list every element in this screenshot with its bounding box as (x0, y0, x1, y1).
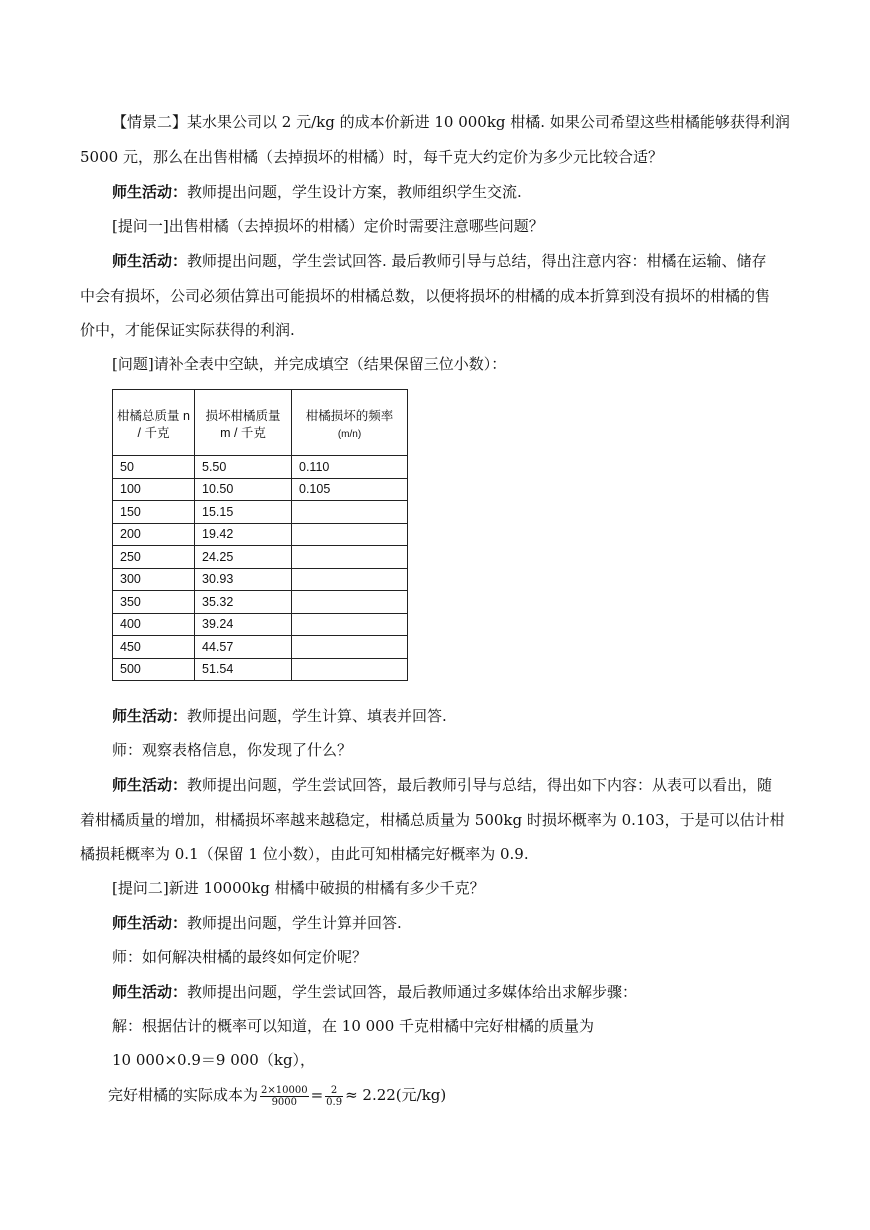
activity-2-line-1 (112, 251, 767, 271)
activity-4-line-3: 橘损耗概率为 0.1（保留 1 位小数），由此可知柑橘完好概率为 0.9. (80, 845, 529, 863)
table-cell: 450 (113, 636, 195, 659)
fraction-numerator: 2 (325, 1085, 343, 1097)
table-cell (292, 658, 408, 681)
table-cell (292, 523, 408, 546)
header-damage-frequency (292, 390, 408, 456)
activity-text: 教师提出问题，学生尝试回答，最后教师引导与总结，得出如下内容：从表可以看出，随 (187, 776, 773, 794)
table-cell: 200 (113, 523, 195, 546)
table-cell: 0.105 (292, 478, 408, 501)
table-cell: 30.93 (195, 568, 292, 591)
solution-line-3 (108, 1082, 446, 1108)
header-damaged-mass (195, 390, 292, 456)
activity-label: 师生活动： (112, 707, 188, 725)
data-table (112, 389, 408, 681)
table-cell: 35.32 (195, 591, 292, 614)
activity-2-line-3: 价中，才能保证实际获得的利润. (80, 321, 295, 339)
table-row (113, 636, 408, 659)
table-cell: 19.42 (195, 523, 292, 546)
table-cell: 51.54 (195, 658, 292, 681)
table-cell (292, 591, 408, 614)
table-row (113, 523, 408, 546)
table-cell (292, 546, 408, 569)
table-cell (292, 568, 408, 591)
activity-3 (112, 706, 447, 726)
table-cell: 250 (113, 546, 195, 569)
table-header-row (113, 390, 408, 456)
header-line: 损坏柑橘质量 (205, 409, 281, 423)
header-line: m / 千克 (220, 426, 266, 440)
fraction-denominator: 0.9 (326, 1096, 343, 1108)
solution-line-1: 解：根据估计的概率可以知道，在 10 000 千克柑橘中完好柑橘的质量为 (112, 1017, 595, 1035)
header-line: 柑橘总质量 n (117, 409, 190, 423)
table-cell: 350 (113, 591, 195, 614)
table-row (113, 478, 408, 501)
fraction-numerator: 2×10000 (261, 1084, 308, 1096)
fraction-simplified (325, 1085, 343, 1108)
table-cell: 10.50 (195, 478, 292, 501)
table-cell: 150 (113, 501, 195, 524)
equals-sign: = (310, 1086, 324, 1104)
scenario-line-1: 【情景二】某水果公司以 2 元/kg 的成本价新进 10 000kg 柑橘. 如果公司希望这些柑橘能够获得利润 (112, 113, 790, 131)
activity-label: 师生活动： (112, 183, 188, 201)
table-cell: 44.57 (195, 636, 292, 659)
table-cell (292, 501, 408, 524)
solution-result: ≈ 2.22(元/kg) (345, 1086, 447, 1104)
table-cell: 500 (113, 658, 195, 681)
table-row (113, 568, 408, 591)
header-line: / 千克 (137, 426, 170, 440)
table-cell (292, 636, 408, 659)
header-line: 柑橘损坏的频率 (305, 409, 394, 423)
teacher-question-2: 师：如何解决柑橘的最终如何定价呢？ (112, 948, 368, 966)
activity-4-line-1 (112, 775, 772, 795)
activity-text: 教师提出问题，学生设计方案，教师组织学生交流. (187, 183, 522, 201)
activity-label: 师生活动： (112, 252, 188, 270)
table-row (113, 456, 408, 479)
question-2: [提问二]新进 10000kg 柑橘中破损的柑橘有多少千克？ (112, 879, 485, 897)
activity-text: 教师提出问题，学生尝试回答. 最后教师引导与总结，得出注意内容：柑橘在运输、储存 (187, 252, 767, 270)
table-row (113, 546, 408, 569)
table-cell: 39.24 (195, 613, 292, 636)
table-row (113, 591, 408, 614)
header-total-mass (113, 390, 195, 456)
activity-label: 师生活动： (112, 776, 188, 794)
activity-1 (112, 182, 522, 202)
activity-5 (112, 913, 402, 933)
table-cell: 5.50 (195, 456, 292, 479)
activity-text: 教师提出问题，学生计算、填表并回答. (187, 707, 447, 725)
solution-prefix: 完好柑橘的实际成本为 (108, 1086, 259, 1104)
question-1: [提问一]出售柑橘（去掉损坏的柑橘）定价时需要注意哪些问题？ (112, 217, 544, 235)
problem-statement: [问题]请补全表中空缺，并完成填空（结果保留三位小数）： (112, 355, 507, 373)
activity-2-line-2: 中会有损坏，公司必须估算出可能损坏的柑橘总数，以便将损坏的柑橘的成本折算到没有损坏的柑橘的售 (80, 287, 771, 305)
teacher-question-1: 师：观察表格信息，你发现了什么？ (112, 741, 353, 759)
header-line: (m/n) (337, 429, 362, 440)
activity-text: 教师提出问题，学生计算并回答. (187, 914, 402, 932)
scenario-line-2: 5000 元，那么在出售柑橘（去掉损坏的柑橘）时，每千克大约定价为多少元比较合适？ (80, 148, 663, 166)
table-cell: 100 (113, 478, 195, 501)
fraction-cost (260, 1085, 309, 1108)
table-row (113, 658, 408, 681)
activity-label: 师生活动： (112, 914, 188, 932)
activity-text: 教师提出问题，学生尝试回答，最后教师通过多媒体给出求解步骤： (187, 983, 638, 1001)
activity-6 (112, 982, 637, 1002)
activity-4-line-2: 着柑橘质量的增加，柑橘损坏率越来越稳定，柑橘总质量为 500kg 时损坏概率为 0.103，于是可以估计柑 (80, 811, 785, 829)
table-cell: 400 (113, 613, 195, 636)
solution-line-2: 10 000×0.9＝9 000（kg）， (112, 1051, 316, 1069)
table-cell: 0.110 (292, 456, 408, 479)
table-row (113, 501, 408, 524)
fraction-denominator: 9000 (271, 1096, 298, 1108)
table-cell: 50 (113, 456, 195, 479)
table-cell: 15.15 (195, 501, 292, 524)
table-cell: 24.25 (195, 546, 292, 569)
table-row (113, 613, 408, 636)
table-cell (292, 613, 408, 636)
activity-label: 师生活动： (112, 983, 188, 1001)
table-cell: 300 (113, 568, 195, 591)
